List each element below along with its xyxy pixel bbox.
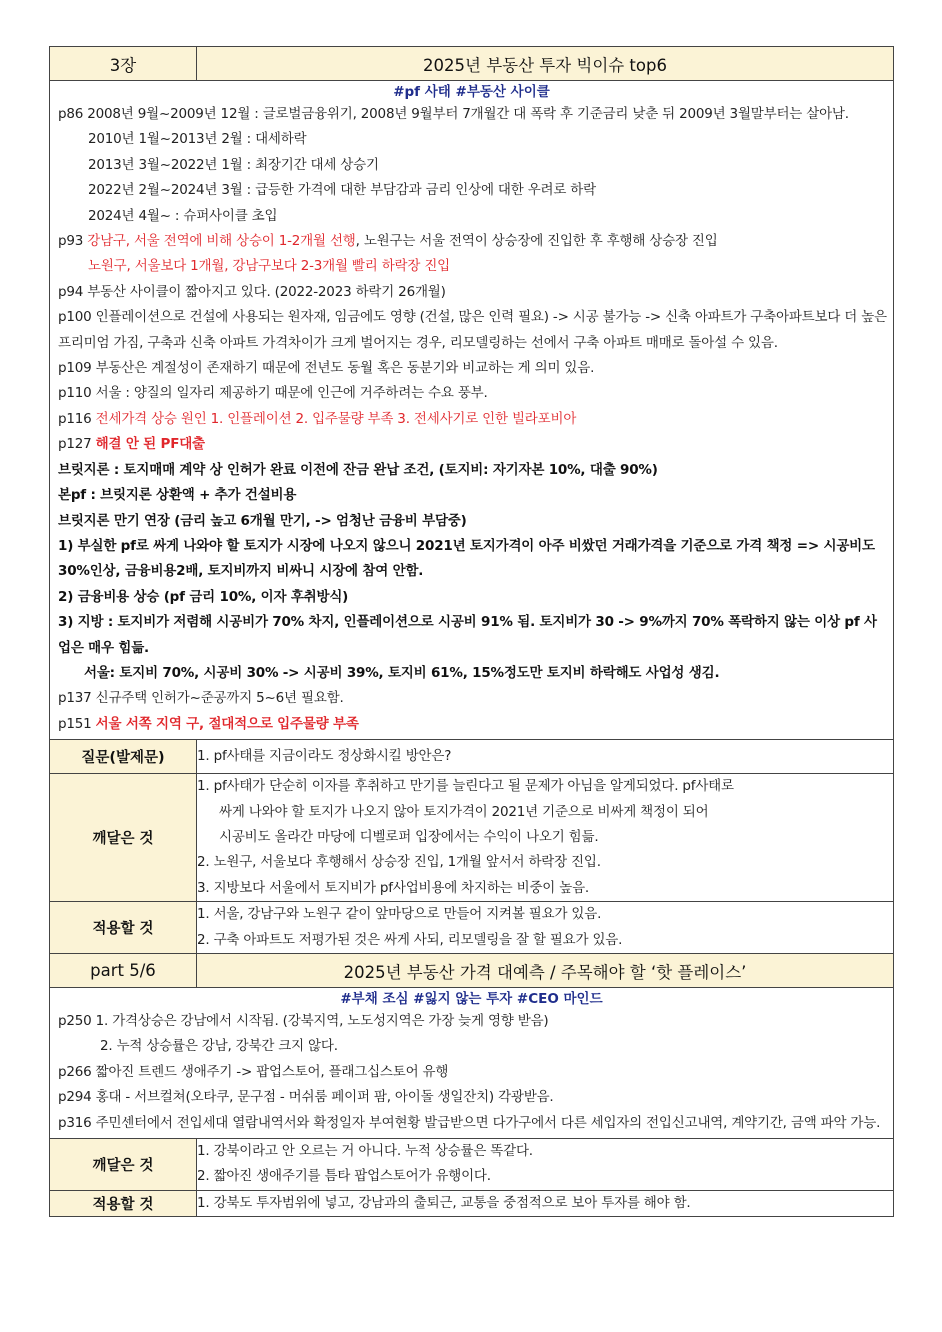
realize-item: 3. 지방보다 서울에서 토지비가 pf사업비용에 차지하는 비중이 높음.	[197, 879, 589, 896]
note-p93-highlight: 노원구, 서울보다 1개월, 강남구보다 2-3개월 빨리 하락장 진입	[88, 258, 451, 275]
note-p250: p250 1. 가격상승은 강남에서 시작됨. (강북지역, 노도성지역은 가장 늦게 영향 받음)	[58, 1013, 549, 1029]
page-ref: p116	[58, 410, 92, 427]
apply-label: 적용할 것	[50, 1190, 197, 1216]
note-p266: p266 짧아진 트렌드 생애주기 -> 팝업스토어, 플래그십스토어 유행	[58, 1063, 449, 1080]
note-p86: p86 2008년 9월~2009년 12월 : 글로벌금융위기, 2008년 9월부터 7개월간 대 폭락 후 기준금리 낮춘 뒤 2009년 3월말부터는 살아남.	[58, 106, 849, 122]
realize-item: 2. 짧아진 생애주기를 틈타 팝업스토어가 유행이다.	[197, 1168, 491, 1185]
note-period-2: 2013년 3월~2022년 1월 : 최장기간 대세 상승기	[88, 156, 379, 173]
chapter-title: 2025년 부동산 투자 빅이슈 top6	[197, 47, 894, 81]
note-p100: p100 인플레이션으로 건설에 사용되는 원자재, 임금에도 영향 (건설, 많은 인력 필요) -> 시공 불가능 -> 신축 아파트가 구축아파트보다 더 높은 프리미엄 가짐, 구축과 신축 아파트 가격차이가 크게 벌어지는 경우, 리모델링하는 선에서 구축 아파트 매매로 돌아설 수 있음.	[58, 309, 887, 351]
section1-question-row	[50, 740, 894, 774]
note-p294: p294 홍대 - 서브컬쳐(오타쿠, 문구점 - 머쉬룸 페이퍼 팜, 아이돌 생일잔치) 각광받음.	[58, 1089, 554, 1106]
section2-realize-row	[50, 1139, 894, 1191]
note-period-3: 2022년 2월~2024년 3월 : 급등한 가격에 대한 부담감과 금리 인상에 대한 우려로 하락	[88, 182, 596, 199]
realize-item: 1. 강북이라고 안 오르는 거 아니다. 누적 상승률은 똑같다.	[197, 1143, 533, 1160]
realize-label: 깨달은 것	[50, 1139, 197, 1191]
note-bridge-extension: 브릿지론 만기 연장 (금리 높고 6개월 만기, -> 엄청난 금융비 부담중)	[58, 512, 467, 529]
page-ref: p151	[58, 715, 92, 732]
apply-cell	[197, 1190, 894, 1216]
section1-tags: #pf 사태 #부동산 사이클	[393, 84, 550, 100]
section2-apply-row	[50, 1190, 894, 1216]
note-p94: p94 부동산 사이클이 짧아지고 있다. (2022-2023 하락기 26개월)	[58, 283, 446, 300]
note-p127	[58, 432, 887, 457]
apply-label: 적용할 것	[50, 902, 197, 954]
highlight-text: 서울 서쪽 지역 구, 절대적으로 입주물량 부족	[95, 715, 359, 732]
section1-content	[50, 81, 894, 740]
apply-item: 2. 구축 아파트도 저평가된 것은 싸게 사되, 리모델링을 잘 할 필요가 있음.	[197, 931, 623, 948]
section1-header-row	[50, 47, 894, 81]
page-ref: p127	[58, 436, 92, 453]
apply-item: 1. 강북도 투자범위에 넣고, 강남과의 출퇴근, 교통을 중점적으로 보아 투자를 해야 함.	[197, 1194, 691, 1211]
note-point-3: 3) 지방 : 토지비가 저렴해 시공비가 70% 차지, 인플레이션으로 시공비 91% 됨. 토지비가 30 -> 9%까지 70% 폭락하지 않는 이상 pf 사업은 매우 힘듦.	[58, 614, 877, 656]
realize-cell	[197, 774, 894, 902]
note-p116	[58, 407, 887, 432]
note-p109: p109 부동산은 계절성이 존재하기 때문에 전년도 동월 혹은 동분기와 비교하는 게 의미 있음.	[58, 360, 595, 377]
chapter-label: 3장	[50, 47, 197, 81]
note-p93	[58, 229, 887, 254]
note-p110: p110 서울 : 양질의 일자리 제공하기 때문에 인근에 거주하려는 수요 풍부.	[58, 385, 488, 402]
highlight-text: 전세가격 상승 원인 1. 인플레이션 2. 입주물량 부족 3. 전세사기로 인한 빌라포비아	[95, 410, 577, 427]
section2-content	[50, 988, 894, 1139]
section1-content-row	[50, 81, 894, 740]
section2-header-row	[50, 954, 894, 988]
note-point-1: 1) 부실한 pf로 싸게 나와야 할 토지가 시장에 나오지 않으니 2021년 토지가격이 아주 비쌌던 거래가격을 기준으로 가격 책정 => 시공비도 30%인상, 금융비용2배, 토지비까지 비싸니 시장에 참여 안함.	[58, 537, 875, 580]
note-text: , 노원구는 서울 전역이 상승장에 진입한 후 후행해 상승장 진입	[355, 233, 718, 250]
apply-cell	[197, 902, 894, 954]
part-title: 2025년 부동산 가격 대예측 / 주목해야 할 ‘핫 플레이스’	[197, 954, 894, 988]
highlight-text: 해결 안 된 PF대출	[95, 436, 205, 453]
realize-item-cont: 싸게 나와야 할 토지가 나오지 않아 토지가격이 2021년 기준으로 비싸게 책정이 되어	[219, 803, 709, 820]
part-label: part 5/6	[50, 954, 197, 988]
realize-label: 깨달은 것	[50, 774, 197, 902]
note-point-2: 2) 금융비용 상승 (pf 금리 10%, 이자 후취방식)	[58, 588, 349, 605]
section2-tags: #부채 조심 #잃지 않는 투자 #CEO 마인드	[340, 991, 603, 1007]
note-seoul: 서울: 토지비 70%, 시공비 30% -> 시공비 39%, 토지비 61%, 15%정도만 토지비 하락해도 사업성 생김.	[84, 664, 720, 681]
note-main-pf: 본pf : 브릿지론 상환액 + 추가 건설비용	[58, 487, 297, 504]
page-ref: p93	[58, 233, 84, 250]
note-p250-2: 2. 누적 상승률은 강남, 강북간 크지 않다.	[100, 1038, 338, 1055]
section1-realize-row	[50, 774, 894, 902]
note-period-4: 2024년 4월~ : 슈퍼사이클 초입	[88, 207, 278, 224]
highlight-text: 강남구, 서울 전역에 비해 상승이 1-2개월 선행	[87, 233, 356, 250]
section1-apply-row	[50, 902, 894, 954]
note-period-1: 2010년 1월~2013년 2월 : 대세하락	[88, 131, 307, 148]
realize-item: 2. 노원구, 서울보다 후행해서 상승장 진입, 1개월 앞서서 하락장 진입.	[197, 854, 601, 871]
note-p151	[58, 712, 887, 737]
note-p137: p137 신규주택 인허가~준공까지 5~6년 필요함.	[58, 690, 344, 707]
question-text: 1. pf사태를 지금이라도 정상화시킬 방안은?	[197, 747, 452, 764]
note-bridge-loan: 브릿지론 : 토지매매 계약 상 인허가 완료 이전에 잔금 완납 조건, (토지비: 자기자본 10%, 대출 90%)	[58, 461, 658, 478]
question-label: 질문(발제문)	[50, 740, 197, 774]
note-p316: p316 주민센터에서 전입세대 열람내역서와 확정일자 부여현황 발급받으면 다가구에서 다른 세입자의 전입신고내역, 계약기간, 금액 파악 가능.	[58, 1114, 881, 1131]
question-cell	[197, 740, 894, 774]
realize-item-cont: 시공비도 올라간 마당에 디벨로퍼 입장에서는 수익이 나오기 힘듦.	[219, 828, 599, 845]
realize-cell	[197, 1139, 894, 1191]
section2-content-row	[50, 988, 894, 1139]
realize-item: 1. pf사태가 단순히 이자를 후취하고 만기를 늘린다고 될 문제가 아님을 알게되었다. pf사태로	[197, 778, 734, 795]
apply-item: 1. 서울, 강남구와 노원구 같이 앞마당으로 만들어 지켜볼 필요가 있음.	[197, 906, 602, 923]
document-table	[49, 46, 894, 1217]
